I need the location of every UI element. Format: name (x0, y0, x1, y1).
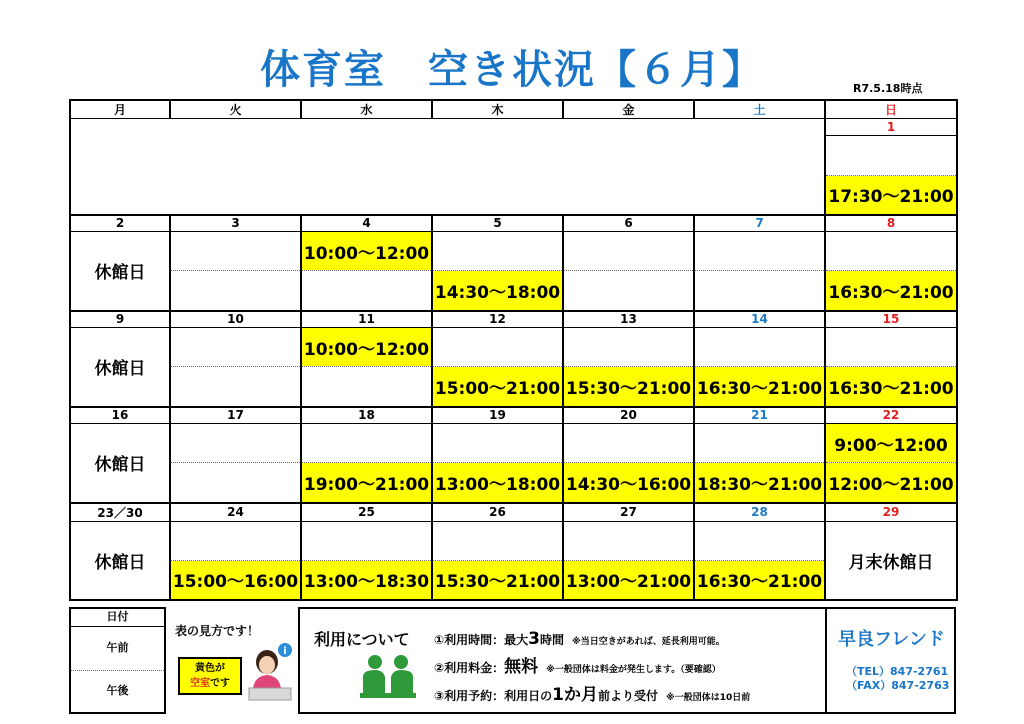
slot-available[interactable]: 14:30～16:00 (563, 463, 694, 503)
slot-empty (694, 424, 825, 463)
date-cell: 22 (825, 407, 957, 424)
empty-days (70, 119, 825, 215)
slot-available[interactable]: 15:00～21:00 (432, 367, 563, 407)
slot-available[interactable]: 10:00～12:00 (301, 328, 432, 367)
contact-info (846, 665, 949, 693)
date-cell: 23／30 (70, 503, 170, 522)
date-cell: 21 (694, 407, 825, 424)
slot-empty (694, 271, 825, 311)
slot-available[interactable]: 13:00～18:30 (301, 560, 432, 600)
week3-pm (70, 463, 957, 503)
week4-dates (70, 503, 957, 522)
week1-dates (70, 215, 957, 232)
closed-day: 休館日 (70, 424, 170, 503)
slot-empty (170, 328, 301, 367)
date-cell: 9 (70, 311, 170, 328)
divider (825, 609, 827, 712)
date-cell: 16 (70, 407, 170, 424)
slot-empty (563, 232, 694, 271)
slot-available[interactable]: 15:30～21:00 (563, 367, 694, 407)
slot-empty (694, 328, 825, 367)
slot-empty (301, 367, 432, 407)
date-cell: 11 (301, 311, 432, 328)
svg-text:i: i (283, 646, 287, 657)
slot-available[interactable]: 16:30～21:00 (694, 367, 825, 407)
slot-available[interactable]: 19:00～21:00 (301, 463, 432, 503)
slot-empty (432, 328, 563, 367)
date-cell: 1 (825, 119, 957, 136)
date-cell: 29 (825, 503, 957, 522)
week4-am (70, 521, 957, 560)
weekday-wed: 水 (301, 100, 432, 119)
slot-available[interactable]: 16:30～21:00 (694, 560, 825, 600)
slot-empty (825, 328, 957, 367)
date-cell: 5 (432, 215, 563, 232)
legend-box (69, 607, 166, 714)
yellow-legend-line2: です (210, 678, 230, 689)
slot-empty (301, 424, 432, 463)
date-cell: 19 (432, 407, 563, 424)
slot-available[interactable]: 15:00～16:00 (170, 560, 301, 600)
date-cell: 4 (301, 215, 432, 232)
date-cell: 8 (825, 215, 957, 232)
date-cell: 28 (694, 503, 825, 522)
date-cell: 7 (694, 215, 825, 232)
weekday-tue: 火 (170, 100, 301, 119)
date-cell: 6 (563, 215, 694, 232)
slot-empty (563, 328, 694, 367)
date-cell: 15 (825, 311, 957, 328)
rule-fee: ②利用料金：無料 ※一般団体は料金が発生します。（要確認） (434, 657, 721, 677)
weekday-header-row (70, 100, 957, 119)
week0-row (70, 119, 957, 136)
legend-am: 午前 (71, 627, 164, 671)
weekday-mon: 月 (70, 100, 170, 119)
slot-empty (825, 136, 957, 176)
slot-available[interactable]: 14:30～18:00 (432, 271, 563, 311)
date-cell: 2 (70, 215, 170, 232)
weekday-sun: 日 (825, 100, 957, 119)
date-cell: 17 (170, 407, 301, 424)
as-of-date: R7.5.18時点 (853, 82, 923, 95)
slot-empty (301, 271, 432, 311)
date-cell: 12 (432, 311, 563, 328)
slot-empty (170, 367, 301, 407)
slot-available[interactable]: 13:00～18:00 (432, 463, 563, 503)
date-cell: 24 (170, 503, 301, 522)
slot-empty (432, 424, 563, 463)
slot-available[interactable]: 15:30～21:00 (432, 560, 563, 600)
yellow-legend-vacant: 空室 (190, 678, 210, 689)
page-title: 体育室 空き状況【６月】 (260, 47, 764, 93)
slot-empty (694, 521, 825, 560)
usage-info-box (298, 607, 956, 714)
week4-pm (70, 560, 957, 600)
closed-day: 休館日 (70, 232, 170, 311)
week3-am (70, 424, 957, 463)
week1-am (70, 232, 957, 271)
closed-day: 休館日 (70, 521, 170, 600)
slot-available[interactable]: 9:00～12:00 (825, 424, 957, 463)
slot-empty (170, 424, 301, 463)
slot-empty (563, 424, 694, 463)
usage-rules (434, 627, 750, 711)
slot-empty (170, 232, 301, 271)
yellow-legend-line1: 黄色が (195, 663, 225, 674)
month-end-closed: 月末休館日 (825, 521, 957, 600)
rule-time: ①利用時間：最大3時間 ※当日空きがあれば、延長利用可能。 (434, 629, 725, 649)
tel-number: （TEL）847-2761 (846, 665, 949, 678)
date-cell: 27 (563, 503, 694, 522)
slot-empty (694, 232, 825, 271)
slot-available[interactable]: 16:30～21:00 (825, 271, 957, 311)
date-cell: 10 (170, 311, 301, 328)
slot-available[interactable]: 12:00～21:00 (825, 463, 957, 503)
people-meeting-icon (358, 653, 418, 699)
date-cell: 26 (432, 503, 563, 522)
slot-empty (301, 521, 432, 560)
howto-label: 表の見方です！ (175, 624, 260, 638)
slot-empty (432, 232, 563, 271)
slot-empty (563, 521, 694, 560)
week2-pm (70, 367, 957, 407)
date-cell: 13 (563, 311, 694, 328)
yellow-legend-box (178, 657, 242, 695)
fax-number: （FAX）847-2763 (846, 679, 950, 692)
slot-empty (170, 521, 301, 560)
week3-dates (70, 407, 957, 424)
week1-pm (70, 271, 957, 311)
date-cell: 14 (694, 311, 825, 328)
slot-available[interactable]: 16:30～21:00 (825, 367, 957, 407)
weekday-sat: 土 (694, 100, 825, 119)
usage-title: 利用について (314, 630, 410, 649)
slot-available[interactable]: 13:00～21:00 (563, 560, 694, 600)
week2-am (70, 328, 957, 367)
date-cell: 3 (170, 215, 301, 232)
slot-empty (170, 271, 301, 311)
closed-day: 休館日 (70, 328, 170, 407)
brand-name: 早良フレンド (838, 629, 945, 650)
weekday-fri: 金 (563, 100, 694, 119)
rule-reservation: ③利用予約：利用日の1か月前より受付 ※一般団体は10日前 (434, 685, 751, 705)
legend-pm: 午後 (106, 684, 129, 697)
calendar-table (69, 99, 958, 601)
weekday-thu: 木 (432, 100, 563, 119)
legend-date: 日付 (71, 609, 164, 627)
receptionist-illustration-icon (247, 640, 295, 702)
date-cell: 18 (301, 407, 432, 424)
slot-empty (825, 232, 957, 271)
slot-available[interactable]: 17:30～21:00 (825, 176, 957, 215)
date-cell: 25 (301, 503, 432, 522)
date-cell: 20 (563, 407, 694, 424)
slot-empty (563, 271, 694, 311)
slot-available[interactable]: 18:30～21:00 (694, 463, 825, 503)
slot-empty (432, 521, 563, 560)
slot-empty (170, 463, 301, 503)
slot-available[interactable]: 10:00～12:00 (301, 232, 432, 271)
week2-dates (70, 311, 957, 328)
